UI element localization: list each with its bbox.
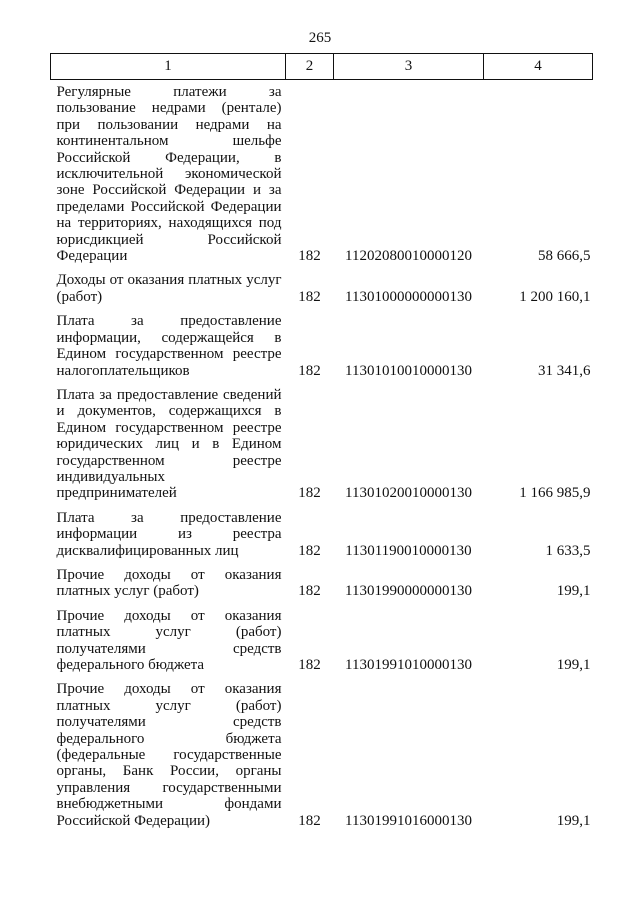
revenue-table: [50, 53, 593, 829]
row-admin-code: 182: [298, 288, 321, 305]
row-admin-code: 182: [298, 485, 321, 502]
row-admin-code: 182: [298, 248, 321, 265]
row-budget-code: 11301990000000130: [345, 583, 472, 600]
row-name: Прочие доходы от оказания платных услуг (работ) получателями средств федерального бюджета (федеральные государственные органы, Банк России, органы управления государственными внебюджетными фондами Российской Федерации): [56, 681, 282, 829]
row-name: Прочие доходы от оказания платных услуг (работ): [56, 566, 282, 600]
row-name: Доходы от оказания платных услуг (работ): [56, 272, 282, 305]
table-row: [51, 80, 593, 265]
row-name: Прочие доходы от оказания платных услуг (работ) получателями средств федерального бюджета: [56, 607, 282, 673]
table-header: [51, 54, 593, 80]
header-col-2: 2: [286, 54, 334, 80]
table-body: [51, 80, 593, 830]
row-amount: 1 200 160,1: [519, 288, 591, 305]
table-row: [51, 600, 593, 674]
row-admin-code: 182: [298, 583, 321, 600]
row-budget-code: 11301020010000130: [345, 485, 472, 502]
row-name: Регулярные платежи за пользование недрами (рентале) при пользовании недрами на континентальном шельфе Российской Федерации, в исключительной экономической зоне Российской Федерации и за пределами Российской Федерации на территориях, находящихся под юрисдикцией Российской Федерации: [56, 84, 282, 265]
table-row: [51, 502, 593, 559]
row-amount: 199,1: [556, 657, 591, 673]
row-admin-code: 182: [298, 812, 321, 829]
table-row: [51, 379, 593, 502]
row-name: Плата за предоставление информации из реестра дисквалифицированных лиц: [56, 509, 282, 559]
row-admin-code: 182: [298, 657, 321, 673]
header-row: [51, 54, 593, 80]
row-amount: 1 166 985,9: [519, 485, 591, 502]
table-row: [51, 559, 593, 600]
row-name: Плата за предоставление сведений и документов, содержащихся в Едином государственном реестре юридических лиц и в Едином государственном реестре индивидуальных предпринимателей: [56, 386, 282, 502]
row-budget-code: 11301010010000130: [345, 362, 472, 379]
row-admin-code: 182: [298, 542, 321, 559]
header-col-4: 4: [484, 54, 593, 80]
row-amount: 199,1: [556, 812, 591, 829]
row-name: Плата за предоставление информации, содержащейся в Едином государственном реестре налогоплательщиков: [56, 313, 282, 379]
table-row: [51, 673, 593, 829]
row-budget-code: 11301991010000130: [345, 657, 472, 673]
row-budget-code: 11301991016000130: [345, 812, 472, 829]
row-budget-code: 11301190010000130: [345, 542, 472, 559]
table-row: [51, 264, 593, 305]
header-col-3: 3: [334, 54, 484, 80]
row-amount: 31 341,6: [538, 362, 591, 379]
header-col-1: 1: [51, 54, 286, 80]
table-row: [51, 305, 593, 379]
row-amount: 1 633,5: [545, 542, 591, 559]
page-number: 265: [308, 30, 332, 46]
row-budget-code: 11301000000000130: [345, 288, 472, 305]
row-admin-code: 182: [298, 362, 321, 379]
row-budget-code: 11202080010000120: [345, 248, 472, 265]
row-amount: 199,1: [556, 583, 591, 600]
row-amount: 58 666,5: [538, 248, 591, 265]
